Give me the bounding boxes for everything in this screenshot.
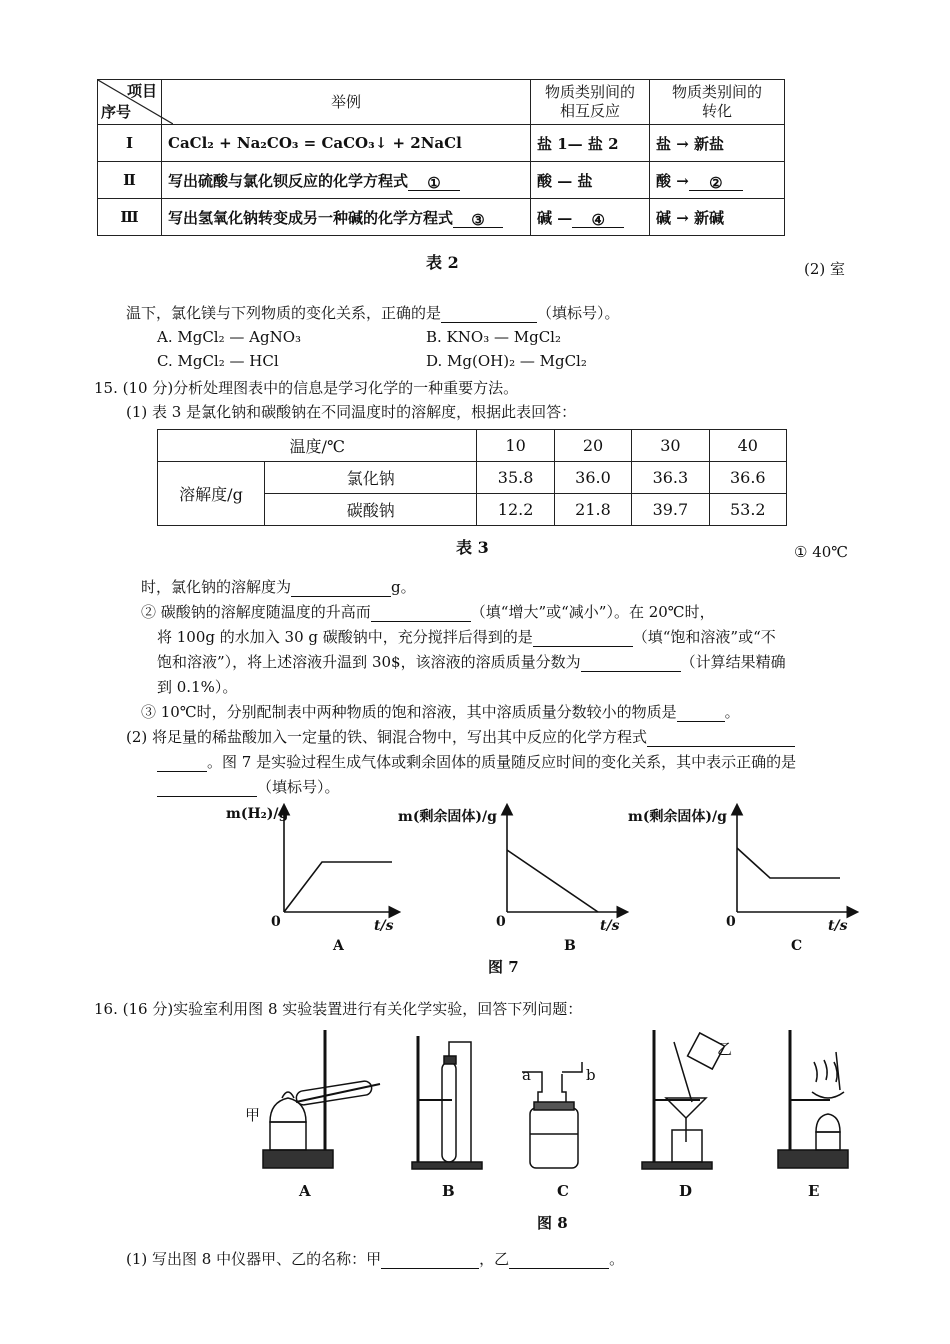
- row-transform: [650, 162, 785, 199]
- s1-text: 时，氯化钠的溶解度为: [141, 578, 292, 596]
- table2-row: [98, 162, 785, 199]
- graph-a-origin: 0: [271, 914, 281, 930]
- t3-cell: 36.0: [554, 462, 631, 494]
- letter-c: C: [557, 1182, 569, 1200]
- graph-b: [507, 806, 626, 912]
- option-d: D. Mg(OH)₂ — MgCl₂: [426, 352, 587, 370]
- graph-a: [284, 806, 398, 912]
- graph-c-origin: 0: [726, 914, 736, 930]
- graph-c-letter: C: [791, 938, 803, 954]
- row-transform: 盐 → 新盐: [650, 125, 785, 162]
- t3-header-label: 温度/℃: [158, 430, 477, 462]
- q15-title: 15. (10 分)分析处理图表中的信息是学习化学的一种重要方法。: [94, 379, 519, 397]
- table2-row: [98, 125, 785, 162]
- table2-corner-top: 项目: [126, 82, 157, 100]
- table3-caption: 表 3: [456, 538, 489, 557]
- letter-b: B: [442, 1182, 455, 1200]
- table-2: [97, 79, 785, 236]
- apparatus-d: [642, 1030, 724, 1169]
- apparatus-a: [263, 1030, 380, 1168]
- t3-cell: 36.3: [632, 462, 709, 494]
- q15-s2-line1: [141, 601, 715, 622]
- q15-s2-line4: 到 0.1%）。: [157, 678, 238, 696]
- example-text: 写出氢氧化钠转变成另一种碱的化学方程式: [168, 208, 454, 227]
- t3-row-group: 溶解度/g: [158, 462, 265, 526]
- s2-text: ② 碳酸钠的溶解度随温度的升高而: [141, 603, 371, 621]
- row-number: Ⅲ: [98, 199, 162, 236]
- label-a: a: [522, 1066, 531, 1084]
- apparatus-e: [778, 1030, 848, 1168]
- t3-cell: 39.7: [632, 494, 709, 526]
- graph-a-xlabel: t/s: [374, 918, 394, 934]
- answer-blank[interactable]: [647, 730, 795, 747]
- apparatus-b: [412, 1036, 482, 1169]
- t3-cell: 36.6: [709, 462, 786, 494]
- s3-text: ③ 10℃时，分别配制表中两种物质的饱和溶液，其中溶质质量分数较小的物质是: [141, 703, 677, 721]
- q15-s2-line2: [157, 626, 776, 647]
- p1-text: ，乙: [479, 1250, 510, 1268]
- t3-temp: 20: [554, 430, 631, 462]
- table2-caption: 表 2: [426, 253, 459, 272]
- t3-temp: 10: [477, 430, 554, 462]
- option-c: C. MgCl₂ — HCl: [157, 352, 279, 370]
- row-reaction: 盐 1— 盐 2: [531, 125, 650, 162]
- answer-blank[interactable]: [441, 306, 537, 323]
- q14-2-lead: (2) 室: [804, 260, 846, 278]
- s3-tail: 。: [724, 703, 740, 721]
- row-example: CaCl₂ + Na₂CO₃ = CaCO₃↓ + 2NaCl: [162, 125, 531, 162]
- example-text: 写出硫酸与氯化钡反应的化学方程式: [168, 171, 409, 190]
- label-b: b: [586, 1066, 596, 1084]
- q15-s2-line3: [157, 651, 786, 672]
- table2-col-reaction: 物质类别间的 相互反应: [531, 80, 650, 125]
- row-transform: 碱 → 新碱: [650, 199, 785, 236]
- answer-blank[interactable]: [291, 580, 391, 597]
- answer-blank-1[interactable]: ①: [408, 174, 460, 191]
- graph-a-ylabel: m(H₂)/g: [226, 806, 289, 822]
- p1-tail: 。: [609, 1250, 625, 1268]
- q15-part1: (1) 表 3 是氯化钠和碳酸钠在不同温度时的溶解度，根据此表回答：: [126, 403, 577, 421]
- t3-cell: 53.2: [709, 494, 786, 526]
- q15-s1: [141, 576, 416, 597]
- figure-8: [230, 1022, 870, 1184]
- answer-blank[interactable]: [371, 605, 471, 622]
- q16-part1: [126, 1248, 624, 1269]
- figure-7: [200, 796, 870, 978]
- q15-p2-line3: [157, 776, 340, 797]
- graph-b-origin: 0: [496, 914, 506, 930]
- row-number: Ⅱ: [98, 162, 162, 199]
- table2-corner-cell: [98, 80, 162, 125]
- answer-blank-3[interactable]: ③: [453, 211, 503, 228]
- reaction-text: 碱 —: [537, 208, 573, 227]
- transform-text: 酸 →: [656, 171, 689, 190]
- q15-s3: [141, 701, 740, 722]
- stem-text: 温下，氯化镁与下列物质的变化关系，正确的是: [126, 304, 442, 322]
- label-yi: 乙: [717, 1040, 733, 1058]
- s2-text: （填“增大”或“减小”）。在 20℃时，: [470, 603, 715, 621]
- q15-p2-line2: [157, 751, 796, 772]
- table2-col-transform: 物质类别间的 转化: [650, 80, 785, 125]
- p2-text: 。图 7 是实验过程生成气体或剩余固体的质量随反应时间的变化关系，其中表示正确的是: [207, 753, 797, 771]
- table2-col-example: 举例: [162, 80, 531, 125]
- answer-blank[interactable]: [533, 630, 633, 647]
- row-example: [162, 199, 531, 236]
- letter-e: E: [808, 1182, 820, 1200]
- s2-text: 将 100g 的水加入 30 g 碳酸钠中，充分搅拌后得到的是: [157, 628, 533, 646]
- figure7-caption: 图 7: [488, 958, 519, 976]
- curve-a: [284, 862, 392, 912]
- row-number: Ⅰ: [98, 125, 162, 162]
- curve-b: [507, 850, 598, 912]
- q15-p2-line1: [126, 726, 795, 747]
- q14-2-stem: [126, 302, 620, 323]
- t3-cell: 35.8: [477, 462, 554, 494]
- table2-corner-bottom: 序号: [101, 103, 132, 121]
- graph-c-ylabel: m(剩余固体)/g: [628, 809, 727, 825]
- curve-c: [737, 848, 840, 878]
- t3-row-name: 碳酸钠: [265, 494, 477, 526]
- answer-blank[interactable]: [677, 705, 725, 722]
- s1-unit: g。: [391, 578, 416, 596]
- row-reaction: [531, 199, 650, 236]
- graph-b-letter: B: [564, 938, 576, 954]
- answer-blank[interactable]: [581, 655, 681, 672]
- s2-text: （填“饱和溶液”或“不: [632, 628, 776, 646]
- answer-blank-2[interactable]: ②: [689, 174, 743, 191]
- answer-blank[interactable]: [157, 755, 207, 772]
- table2-row: [98, 199, 785, 236]
- answer-blank-yi[interactable]: [509, 1252, 609, 1269]
- t3-cell: 12.2: [477, 494, 554, 526]
- answer-blank-jia[interactable]: [381, 1252, 479, 1269]
- answer-blank-4[interactable]: ④: [572, 211, 624, 228]
- row-reaction: 酸 — 盐: [531, 162, 650, 199]
- p2-text: （填标号）。: [257, 778, 340, 796]
- graph-b-ylabel: m(剩余固体)/g: [398, 809, 497, 825]
- label-jia: 甲: [245, 1106, 261, 1124]
- graph-c: [737, 806, 856, 912]
- apparatus-c: [522, 1062, 582, 1168]
- graph-b-xlabel: t/s: [600, 918, 620, 934]
- s2-text: （计算结果精确: [680, 653, 786, 671]
- answer-blank[interactable]: [157, 780, 257, 797]
- t3-temp: 30: [632, 430, 709, 462]
- figure8-caption: 图 8: [537, 1214, 568, 1232]
- table-3: [157, 429, 787, 526]
- q16-title: 16. (16 分)实验室利用图 8 实验装置进行有关化学实验，回答下列问题：: [94, 1000, 583, 1018]
- letter-a: A: [299, 1182, 311, 1200]
- stem-tail: （填标号）。: [537, 304, 620, 322]
- option-b: B. KNO₃ — MgCl₂: [426, 328, 561, 346]
- graph-a-letter: A: [333, 938, 344, 954]
- option-a: A. MgCl₂ — AgNO₃: [157, 328, 302, 346]
- t3-cell: 21.8: [554, 494, 631, 526]
- row-example: [162, 162, 531, 199]
- s2-text: 饱和溶液”），将上述溶液升温到 30$，该溶液的溶质质量分数为: [157, 653, 581, 671]
- p2-text: (2) 将足量的稀盐酸加入一定量的铁、铜混合物中，写出其中反应的化学方程式: [126, 728, 648, 746]
- letter-d: D: [679, 1182, 693, 1200]
- t3-temp: 40: [709, 430, 786, 462]
- p1-text: (1) 写出图 8 中仪器甲、乙的名称：甲: [126, 1250, 382, 1268]
- graph-c-xlabel: t/s: [828, 918, 848, 934]
- q15-s1-lead: ① 40℃: [794, 543, 849, 561]
- t3-row-name: 氯化钠: [265, 462, 477, 494]
